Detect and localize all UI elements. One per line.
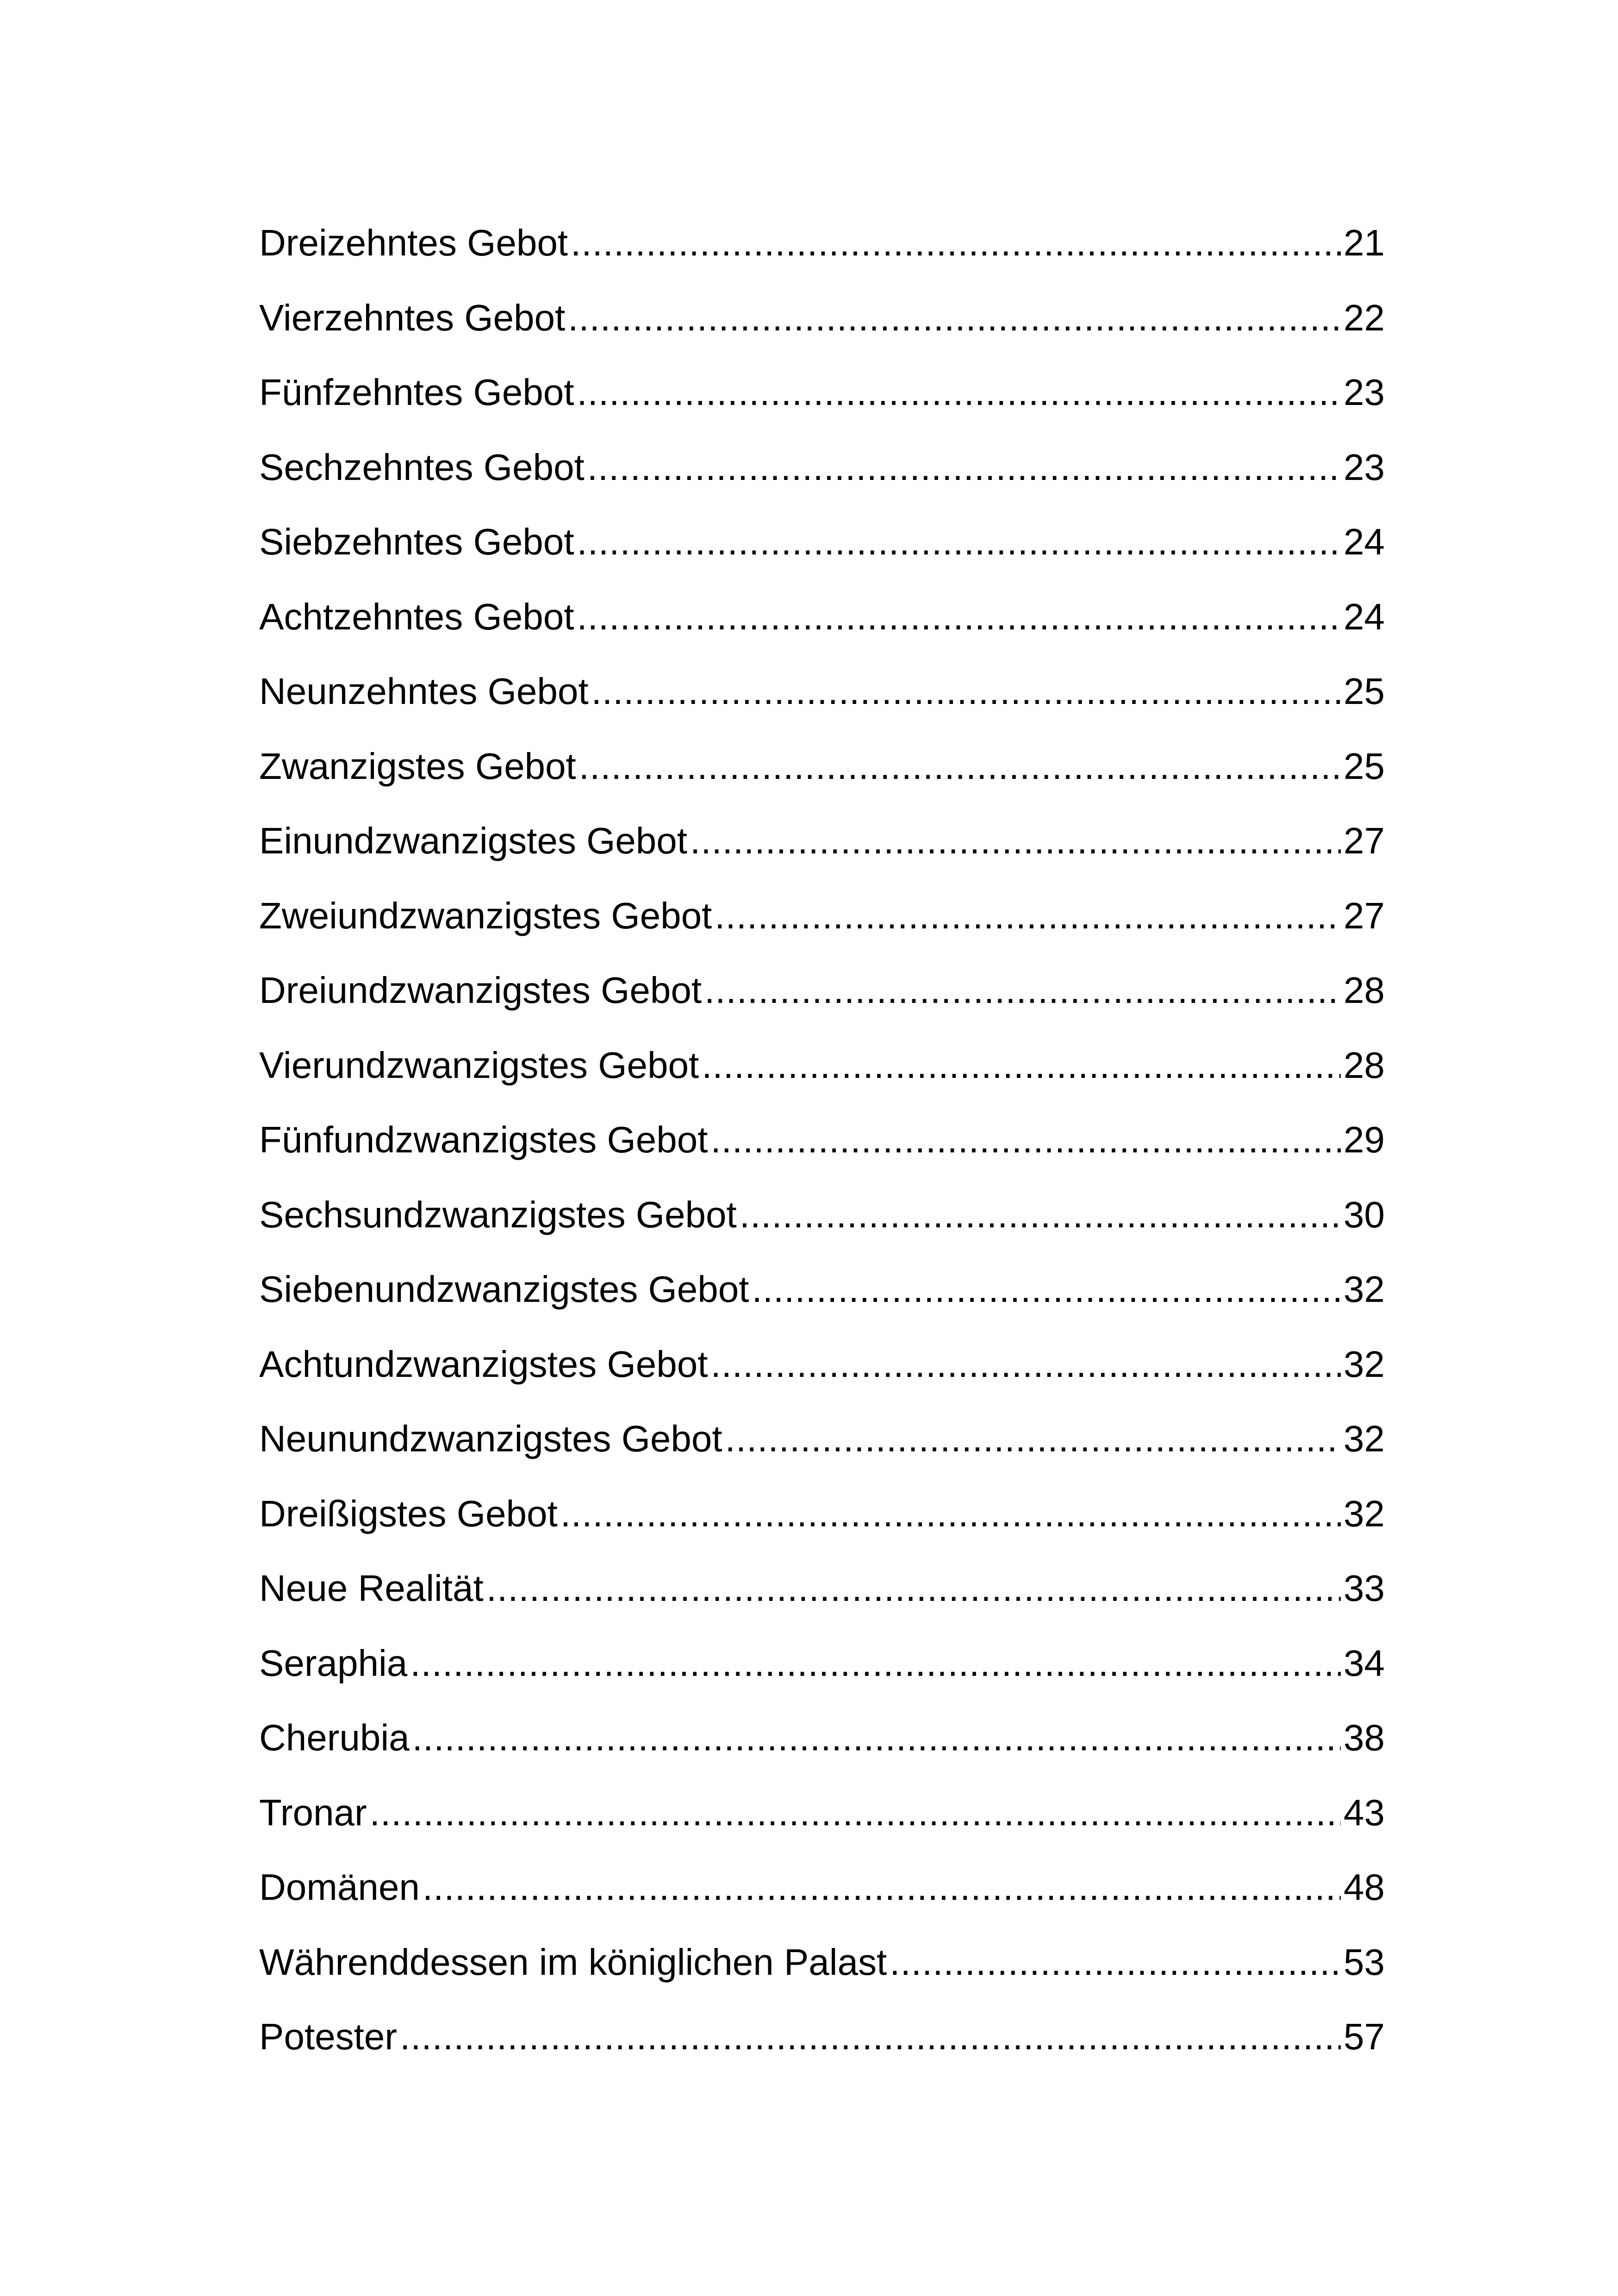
- toc-entry-page: 24: [1344, 596, 1385, 637]
- toc-entry-title: Neunzehntes Gebot: [259, 671, 589, 712]
- toc-entry-page: 25: [1344, 745, 1385, 787]
- toc-entry[interactable]: [259, 1115, 1385, 1190]
- toc-dot-leader: [412, 1713, 1341, 1762]
- toc-entry-title: Siebzehntes Gebot: [259, 521, 574, 562]
- toc-entry[interactable]: [259, 1414, 1385, 1489]
- toc-entry-page: 32: [1344, 1418, 1385, 1459]
- toc-entry[interactable]: [259, 2012, 1385, 2087]
- toc-dot-leader: [370, 1788, 1341, 1837]
- toc-entry-title: Seraphia: [259, 1642, 408, 1684]
- toc-entry[interactable]: [259, 1265, 1385, 1340]
- toc-entry[interactable]: [259, 592, 1385, 667]
- toc-entry-page: 32: [1344, 1269, 1385, 1310]
- toc-entry-page: 29: [1344, 1119, 1385, 1160]
- toc-dot-leader: [704, 966, 1341, 1015]
- toc-dot-leader: [560, 1489, 1341, 1538]
- toc-dot-leader: [725, 1414, 1341, 1463]
- toc-entry[interactable]: [259, 891, 1385, 966]
- toc-dot-leader: [710, 1115, 1341, 1164]
- toc-entry-page: 23: [1344, 446, 1385, 488]
- toc-entry-title: Einundzwanzigstes Gebot: [259, 820, 687, 861]
- toc-entry-page: 27: [1344, 820, 1385, 861]
- toc-entry-page: 57: [1344, 2016, 1385, 2057]
- toc-dot-leader: [410, 1639, 1341, 1688]
- toc-entry-title: Sechsundzwanzigstes Gebot: [259, 1194, 737, 1235]
- toc-dot-leader: [710, 1340, 1341, 1389]
- toc-entry[interactable]: [259, 816, 1385, 891]
- toc-entry[interactable]: [259, 517, 1385, 592]
- table-of-contents: [259, 218, 1385, 2087]
- toc-entry-page: 43: [1344, 1792, 1385, 1833]
- toc-entry-title: Währenddessen im königlichen Palast: [259, 1941, 887, 1983]
- toc-dot-leader: [568, 293, 1341, 342]
- toc-entry[interactable]: [259, 1788, 1385, 1863]
- toc-dot-leader: [587, 443, 1341, 492]
- toc-dot-leader: [577, 592, 1341, 641]
- toc-entry[interactable]: [259, 368, 1385, 443]
- toc-dot-leader: [890, 1938, 1341, 1987]
- toc-dot-leader: [577, 368, 1341, 417]
- toc-dot-leader: [423, 1863, 1341, 1912]
- toc-entry-page: 34: [1344, 1642, 1385, 1684]
- toc-entry-page: 23: [1344, 372, 1385, 413]
- toc-entry-title: Achtzehntes Gebot: [259, 596, 574, 637]
- toc-entry-page: 27: [1344, 895, 1385, 936]
- toc-entry-title: Neunundzwanzigstes Gebot: [259, 1418, 722, 1459]
- toc-dot-leader: [400, 2012, 1341, 2061]
- toc-entry-title: Vierundzwanzigstes Gebot: [259, 1044, 699, 1086]
- toc-entry-title: Zweiundzwanzigstes Gebot: [259, 895, 712, 936]
- toc-dot-leader: [591, 667, 1341, 716]
- toc-entry[interactable]: [259, 293, 1385, 368]
- toc-entry-page: 30: [1344, 1194, 1385, 1235]
- toc-dot-leader: [690, 816, 1341, 865]
- toc-entry-title: Domänen: [259, 1867, 420, 1908]
- toc-entry[interactable]: [259, 1340, 1385, 1415]
- toc-entry[interactable]: [259, 1863, 1385, 1938]
- toc-dot-leader: [740, 1190, 1341, 1239]
- toc-entry-title: Neue Realität: [259, 1568, 484, 1609]
- toc-entry[interactable]: [259, 1713, 1385, 1788]
- toc-dot-leader: [571, 218, 1341, 268]
- toc-dot-leader: [577, 517, 1341, 566]
- toc-entry[interactable]: [259, 218, 1385, 293]
- toc-dot-leader: [486, 1564, 1341, 1613]
- toc-dot-leader: [579, 742, 1341, 791]
- toc-entry[interactable]: [259, 667, 1385, 742]
- toc-dot-leader: [702, 1041, 1341, 1090]
- toc-entry[interactable]: [259, 443, 1385, 518]
- toc-entry[interactable]: [259, 1190, 1385, 1265]
- toc-entry-page: 22: [1344, 297, 1385, 338]
- toc-dot-leader: [715, 891, 1341, 940]
- toc-entry[interactable]: [259, 742, 1385, 817]
- toc-entry-page: 28: [1344, 970, 1385, 1011]
- toc-entry-page: 48: [1344, 1867, 1385, 1908]
- toc-entry-title: Cherubia: [259, 1717, 410, 1758]
- toc-entry[interactable]: [259, 1639, 1385, 1714]
- toc-entry-title: Siebenundzwanzigstes Gebot: [259, 1269, 749, 1310]
- toc-entry-title: Zwanzigstes Gebot: [259, 745, 576, 787]
- toc-entry-page: 21: [1344, 222, 1385, 263]
- toc-entry-page: 32: [1344, 1493, 1385, 1534]
- toc-entry-title: Potester: [259, 2016, 397, 2057]
- toc-entry-title: Dreizehntes Gebot: [259, 222, 568, 263]
- toc-entry-page: 32: [1344, 1343, 1385, 1385]
- toc-entry-page: 38: [1344, 1717, 1385, 1758]
- toc-entry-page: 33: [1344, 1568, 1385, 1609]
- toc-entry[interactable]: [259, 966, 1385, 1041]
- toc-entry-page: 24: [1344, 521, 1385, 562]
- toc-entry-title: Dreißigstes Gebot: [259, 1493, 558, 1534]
- toc-entry-title: Fünfundzwanzigstes Gebot: [259, 1119, 708, 1160]
- toc-entry-page: 28: [1344, 1044, 1385, 1086]
- toc-entry-page: 25: [1344, 671, 1385, 712]
- toc-entry-title: Tronar: [259, 1792, 367, 1833]
- toc-entry-title: Sechzehntes Gebot: [259, 446, 585, 488]
- toc-entry[interactable]: [259, 1041, 1385, 1116]
- toc-entry-title: Vierzehntes Gebot: [259, 297, 566, 338]
- toc-dot-leader: [752, 1265, 1341, 1314]
- toc-entry-title: Dreiundzwanzigstes Gebot: [259, 970, 702, 1011]
- toc-entry-title: Achtundzwanzigstes Gebot: [259, 1343, 708, 1385]
- toc-entry-page: 53: [1344, 1941, 1385, 1983]
- toc-entry[interactable]: [259, 1938, 1385, 2013]
- toc-entry-title: Fünfzehntes Gebot: [259, 372, 574, 413]
- toc-entry[interactable]: [259, 1564, 1385, 1639]
- toc-entry[interactable]: [259, 1489, 1385, 1564]
